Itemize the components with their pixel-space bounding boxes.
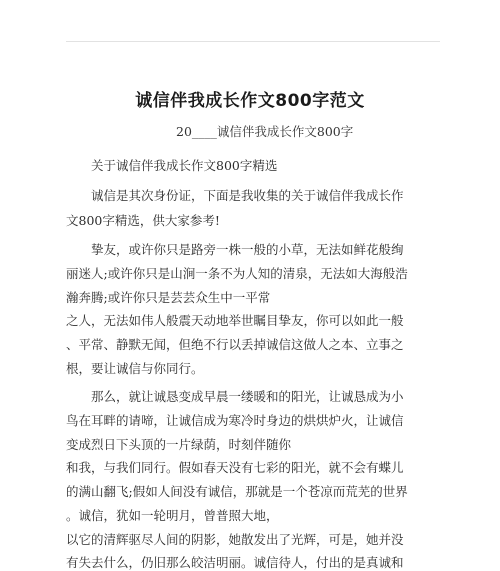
text-line: 、平常、静默无闻，但绝不行以丢掉诚信这做人之本、立事之: [66, 337, 404, 352]
text-line: 之人，无法如伟人般震天动地举世瞩目挚友，你可以如此一般: [66, 313, 404, 328]
text-line: 。诚信，犹如一轮明月，曾普照大地，: [66, 508, 279, 523]
text-line: 变成烈日下头顶的一片绿荫，时刻伴随你: [66, 437, 292, 452]
text-line: 鸟在耳畔的请啼，让诚信成为寒冷时身边的烘烘炉火，让诚信: [66, 413, 404, 428]
text-line: 关于诚信伴我成长作文800字精选: [91, 158, 278, 173]
document-subtitle: 20____诚信伴我成长作文800字: [176, 124, 354, 139]
text-line: 有失去什么，仍旧那么皎洁明丽。诚信待人，付出的是真诚和: [66, 555, 404, 570]
text-line: 那么，就让诚恳变成早晨一缕暖和的阳光，让诚恳成为小: [91, 389, 404, 404]
text-line: 挚友，或许你只是路旁一株一般的小草，无法如鲜花般绚: [91, 242, 404, 257]
text-line: 的满山翻飞;假如人间没有诚信，那就是一个苍凉而荒芜的世界: [66, 484, 408, 499]
text-line: 丽迷人;或许你只是山涧一条不为人知的清泉，无法如大海般浩: [66, 266, 408, 281]
text-line: 文800字精选，供大家参考!: [66, 213, 220, 228]
text-line: 诚信是其次身份证，下面是我收集的关于诚信伴我成长作: [91, 188, 404, 203]
document-title: 诚信伴我成长作文800字范文: [135, 91, 365, 111]
text-line: 以它的清辉驱尽人间的阴影，她散发出了光辉，可是，她并没: [66, 532, 404, 547]
top-rule: [66, 41, 440, 42]
text-line: 和我，与我们同行。假如春天没有七彩的阳光，就不会有蝶儿: [66, 460, 404, 475]
text-line: 瀚奔腾;或许你只是芸芸众生中一平常: [66, 290, 271, 305]
text-line: 根，要让诚信与你同行。: [66, 361, 204, 376]
